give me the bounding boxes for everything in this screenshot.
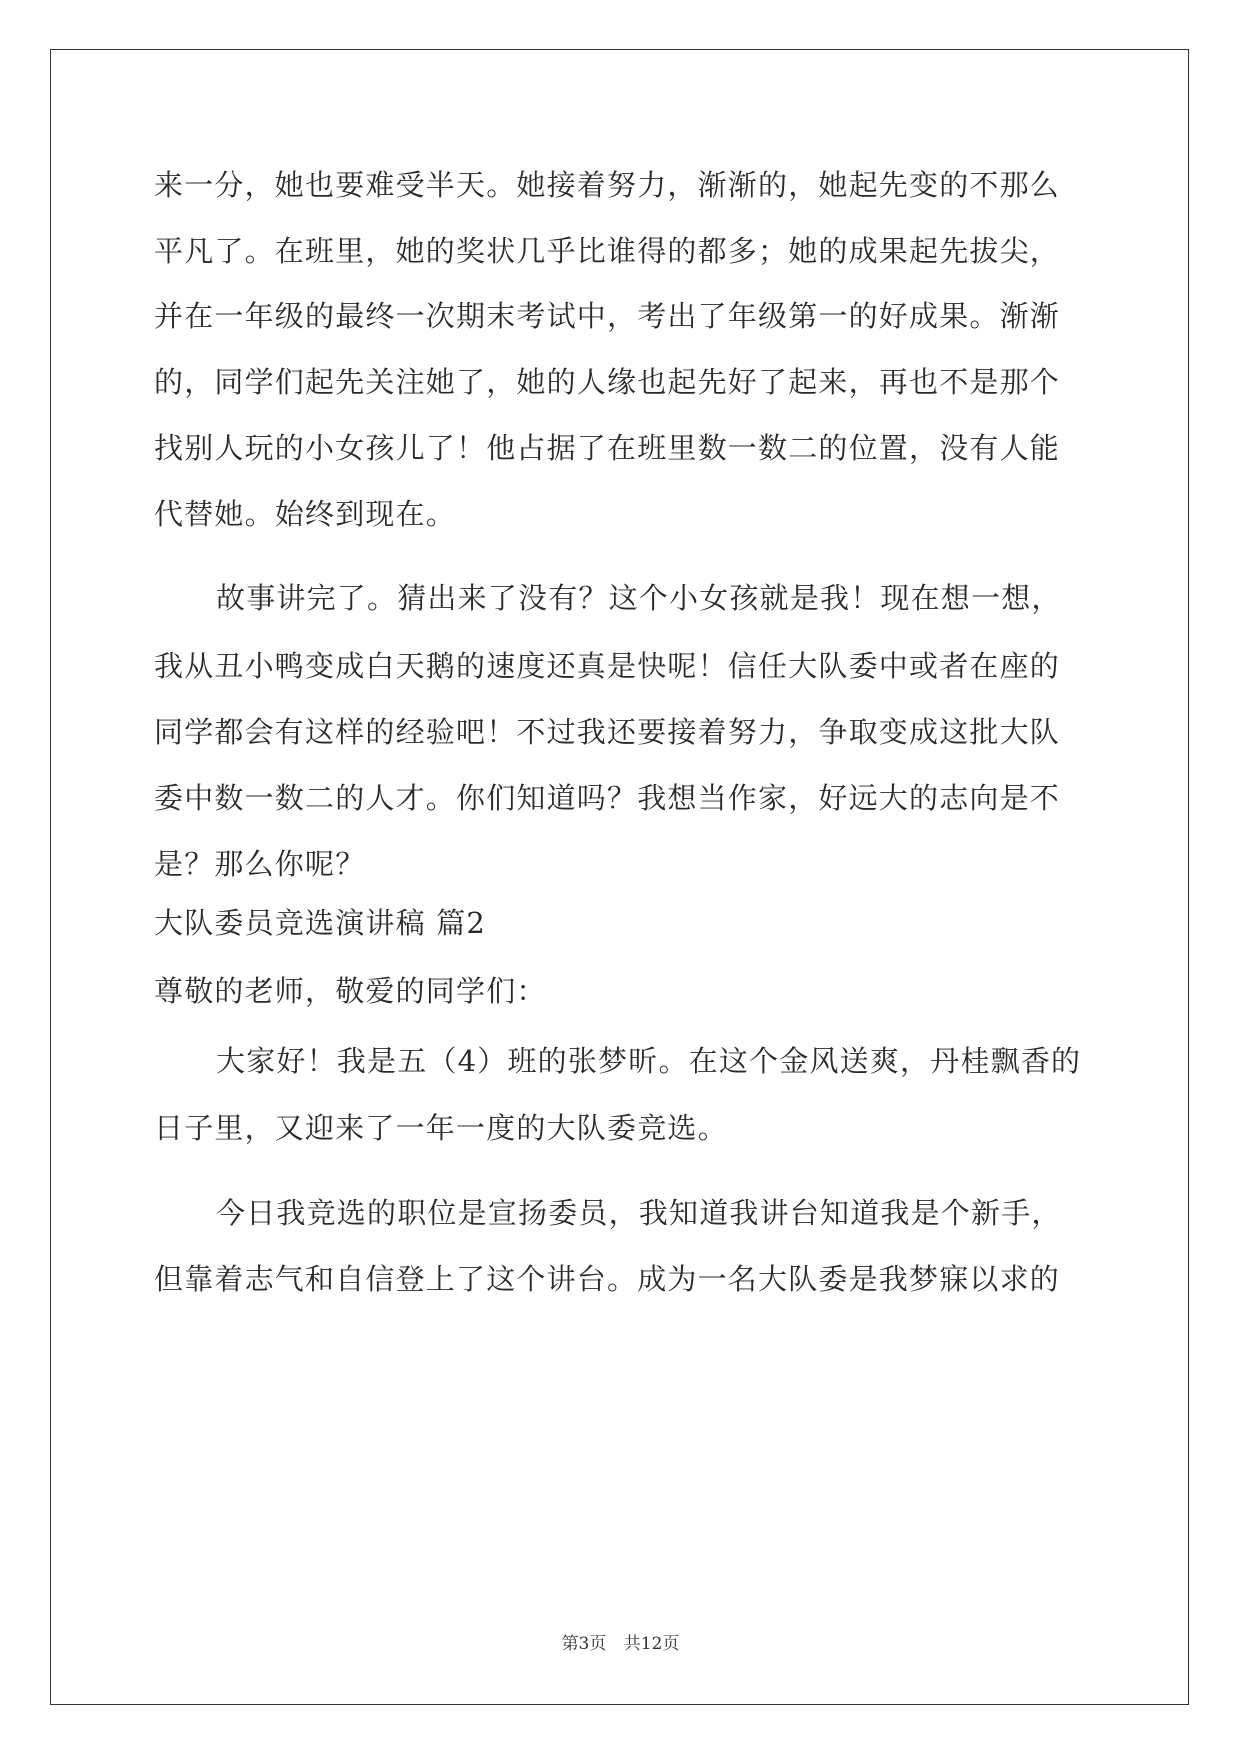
paragraph-line: 代替她。始终到现在。 bbox=[154, 497, 457, 531]
section-heading: 大队委员竞选演讲稿 篇2 bbox=[154, 906, 487, 940]
paragraph-line: 委中数一数二的人才。你们知道吗？我想当作家，好远大的志向是不 bbox=[154, 781, 1061, 815]
paragraph-line: 来一分，她也要难受半天。她接着努力，渐渐的，她起先变的不那么 bbox=[154, 168, 1061, 202]
page-footer bbox=[0, 1629, 1241, 1654]
page-total: 共12页 bbox=[623, 1634, 680, 1654]
paragraph-line: 找别人玩的小女孩儿了！他占据了在班里数一数二的位置，没有人能 bbox=[154, 431, 1061, 465]
paragraph-line: 大家好！我是五（4）班的张梦昕。在这个金风送爽，丹桂飘香的 bbox=[216, 1044, 1082, 1078]
salutation: 尊敬的老师，敬爱的同学们： bbox=[154, 974, 547, 1008]
paragraph-line: 故事讲完了。猜出来了没有？这个小女孩就是我！现在想一想， bbox=[216, 581, 1062, 615]
paragraph-line: 并在一年级的最终一次期末考试中，考出了年级第一的好成果。渐渐 bbox=[154, 299, 1061, 333]
paragraph-line: 我从丑小鸭变成白天鹅的速度还真是快呢！信任大队委中或者在座的 bbox=[154, 649, 1061, 683]
paragraph-line: 今日我竞选的职位是宣扬委员，我知道我讲台知道我是个新手， bbox=[216, 1196, 1062, 1230]
paragraph-line: 同学都会有这样的经验吧！不过我还要接着努力，争取变成这批大队 bbox=[154, 715, 1061, 749]
paragraph-line: 平凡了。在班里，她的奖状几乎比谁得的都多；她的成果起先拔尖， bbox=[154, 234, 1061, 268]
page-number: 第3页 bbox=[561, 1634, 607, 1654]
paragraph-line: 但靠着志气和自信登上了这个讲台。成为一名大队委是我梦寐以求的 bbox=[154, 1262, 1061, 1296]
paragraph-line: 的，同学们起先关注她了，她的人缘也起先好了起来，再也不是那个 bbox=[154, 365, 1061, 399]
paragraph-line: 日子里，又迎来了一年一度的大队委竞选。 bbox=[154, 1111, 728, 1145]
paragraph-line: 是？那么你呢？ bbox=[154, 847, 366, 881]
